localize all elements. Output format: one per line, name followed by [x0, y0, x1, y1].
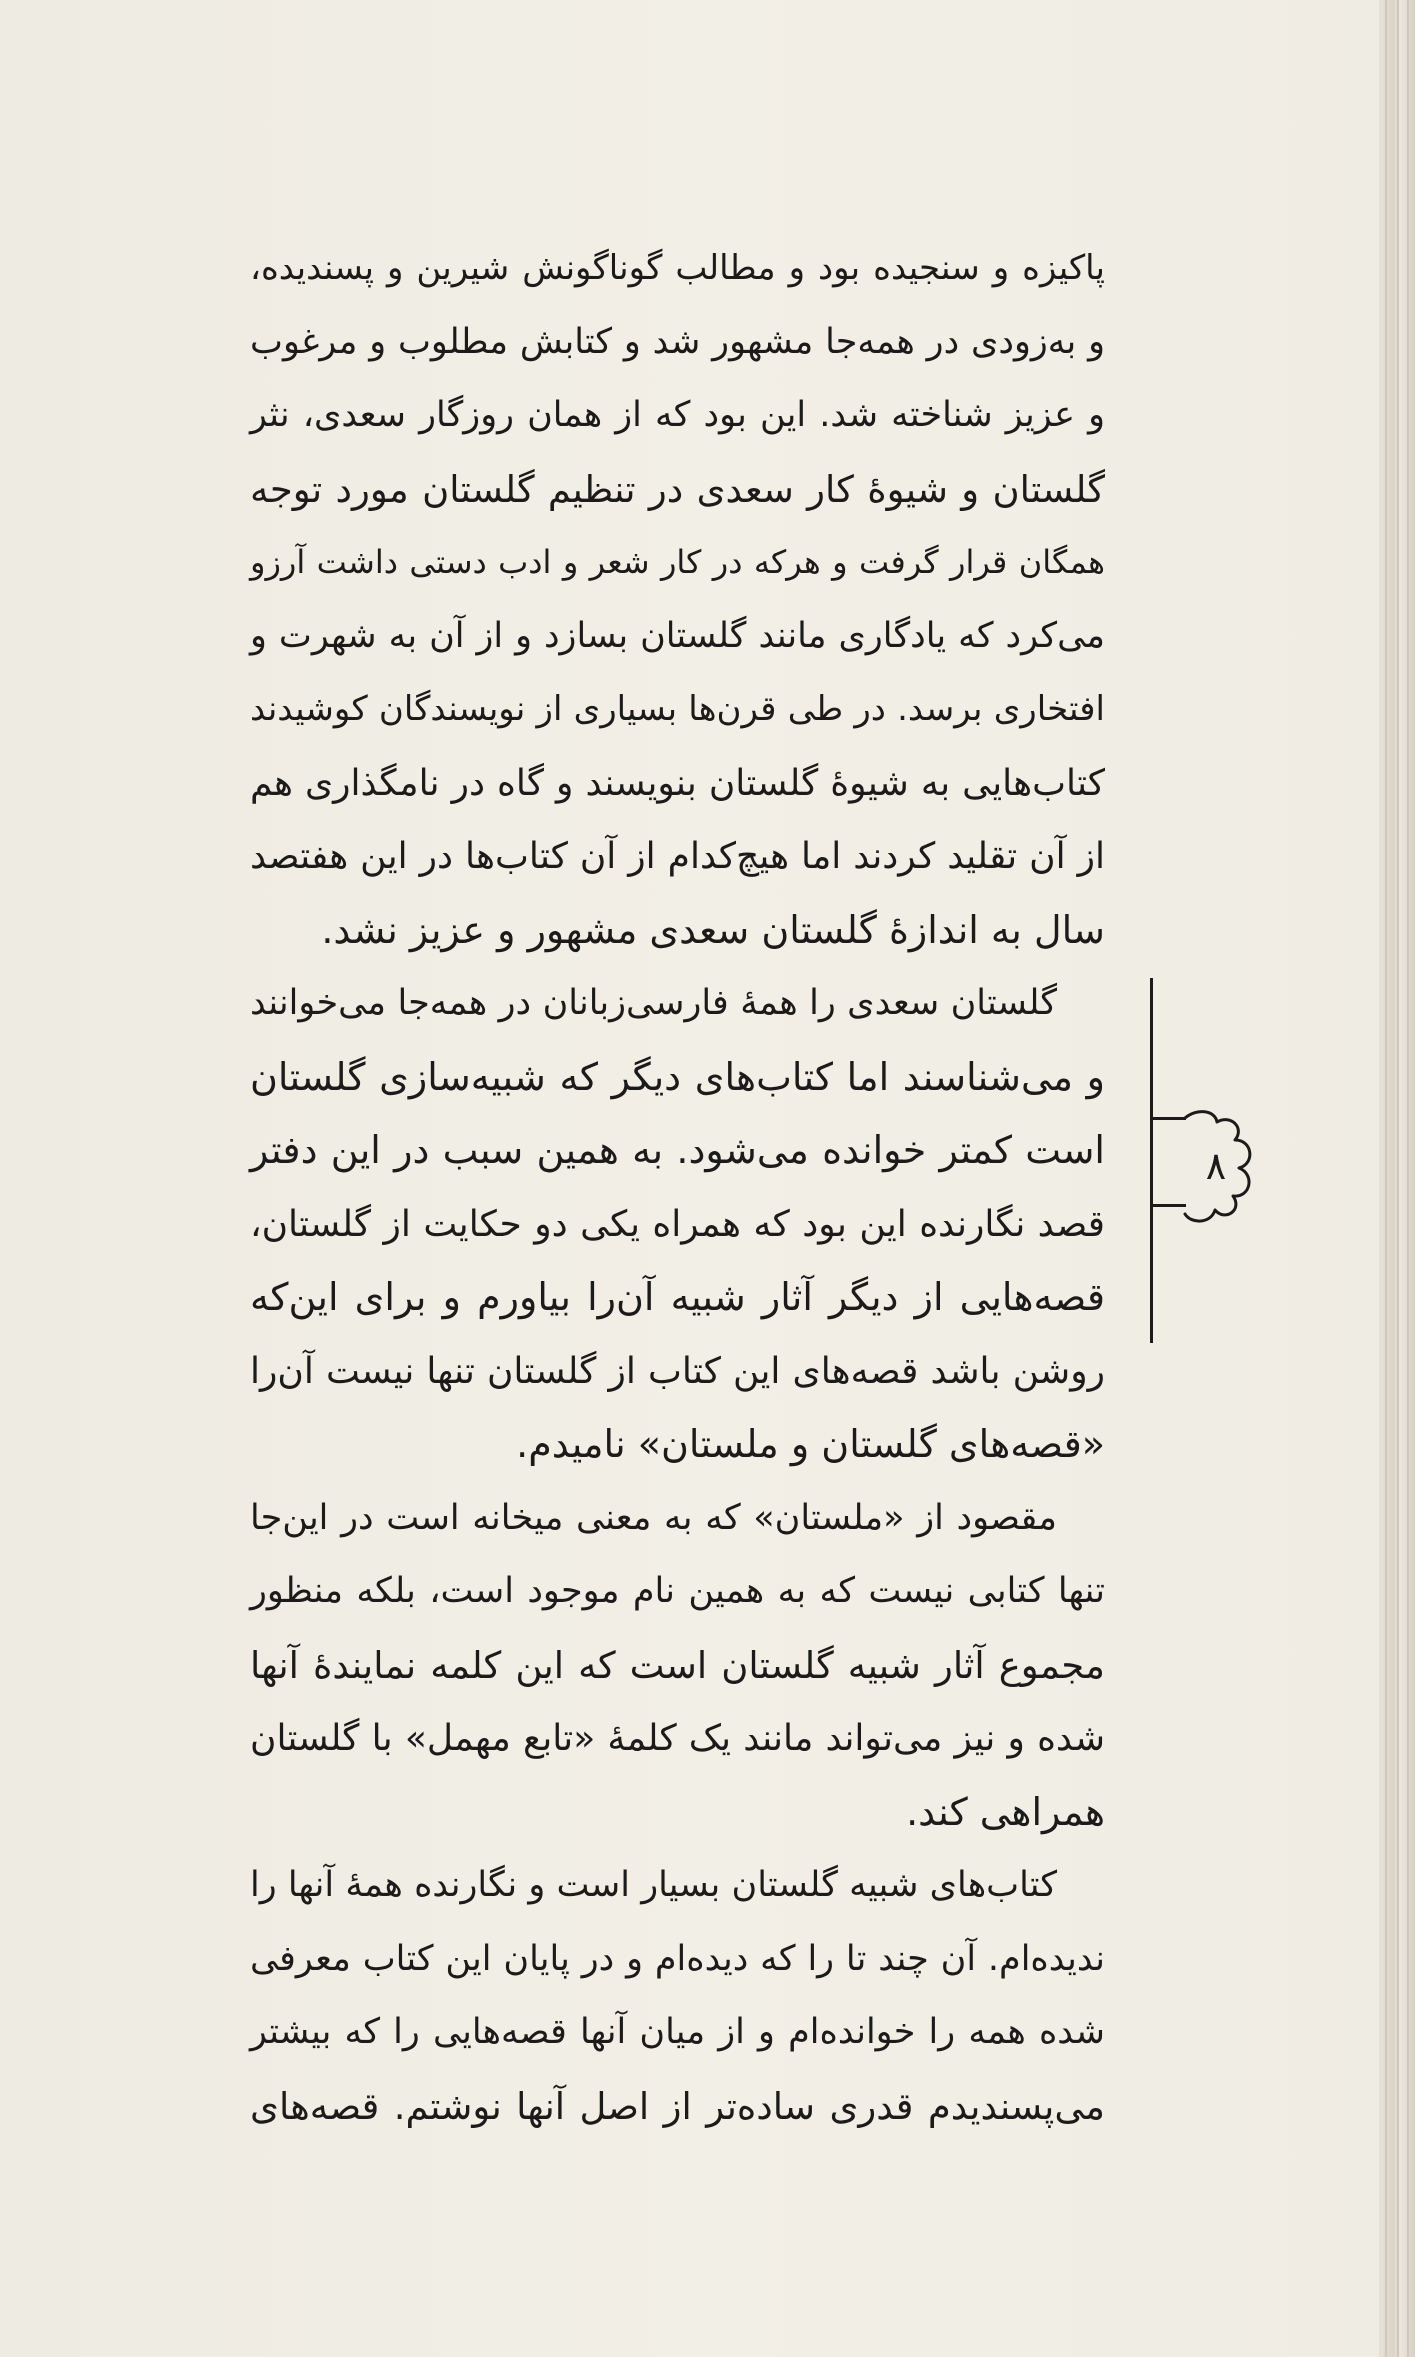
text-line: می‌کرد که یادگاری مانند گلستان بسازد و از آن به شهرت و	[250, 615, 1105, 656]
margin-marker-line	[1150, 978, 1153, 1343]
margin-marker-tick	[1150, 1117, 1186, 1120]
paragraph-end-line: سال به اندازهٔ گلستان سعدی مشهور و عزیز نشد.	[321, 907, 1105, 952]
text-line: از آن تقلید کردند اما هیچ‌کدام از آن کتاب‌ها در این هفتصد	[250, 836, 1105, 877]
paragraph-end-line: «قصه‌های گلستان و ملستان» نامیدم.	[516, 1422, 1105, 1466]
text-line: شده همه را خوانده‌ام و از میان آنها قصه‌هایی را که بیشتر	[250, 2012, 1105, 2052]
page-edge-line	[1385, 0, 1387, 2357]
text-line: همگان قرار گرفت و هرکه در کار شعر و ادب دستی داشت آرزو	[250, 543, 1105, 581]
paragraph-start-line: گلستان سعدی را همهٔ فارسی‌زبانان در همه‌جا می‌خوانند	[250, 983, 1057, 1023]
text-line: و می‌شناسند اما کتاب‌های دیگر که شبیه‌سازی گلستان	[250, 1054, 1105, 1099]
page-number: ۸	[1205, 1144, 1227, 1188]
text-line: قصد نگارنده این بود که همراه یکی دو حکایت از گلستان،	[250, 1203, 1105, 1245]
text-line: گلستان و شیوهٔ کار سعدی در تنظیم گلستان مورد توجه	[250, 467, 1105, 511]
text-line: قصه‌هایی از دیگر آثار شبیه آن‌را بیاورم و برای این‌که	[250, 1275, 1105, 1319]
text-line: و به‌زودی در همه‌جا مشهور شد و کتابش مطلوب و مرغوب	[250, 321, 1105, 362]
paragraph-start-line: کتاب‌های شبیه گلستان بسیار است و نگارنده همهٔ آنها را	[250, 1865, 1057, 1905]
text-line: و عزیز شناخته شد. این بود که از همان روزگار سعدی، نثر	[250, 395, 1105, 435]
text-line: پاکیزه و سنجیده بود و مطالب گوناگونش شیرین و پسندیده،	[250, 248, 1105, 288]
text-line: است کمتر خوانده می‌شود. به همین سبب در این دفتر	[250, 1128, 1105, 1172]
text-line: مجموع آثار شبیه گلستان است که این کلمه نمایندهٔ آنها	[250, 1643, 1105, 1687]
text-line: روشن باشد قصه‌های این کتاب از گلستان تنها نیست آن‌را	[250, 1350, 1105, 1392]
paragraph-start-line: مقصود از «ملستان» که به معنی میخانه است در این‌جا	[250, 1497, 1057, 1538]
text-line: ندیده‌ام. آن چند تا را که دیده‌ام و در پایان این کتاب معرفی	[250, 1938, 1105, 1979]
margin-marker-tick	[1150, 1204, 1186, 1207]
text-line: شده و نیز می‌تواند مانند یک کلمهٔ «تابع مهمل» با گلستان	[250, 1718, 1105, 1759]
page-edge-line	[1407, 0, 1409, 2357]
text-line: افتخاری برسد. در طی قرن‌ها بسیاری از نویسندگان کوشیدند	[250, 689, 1105, 729]
page-edge	[1379, 0, 1415, 2357]
page-edge-line	[1397, 0, 1399, 2357]
paragraph-end-line: همراهی کند.	[906, 1789, 1105, 1834]
text-line: کتاب‌هایی به شیوهٔ گلستان بنویسند و گاه در نامگذاری هم	[250, 762, 1105, 804]
body-text	[250, 232, 1105, 2143]
text-line: می‌پسندیدم قدری ساده‌تر از اصل آنها نوشتم. قصه‌های	[250, 2084, 1105, 2128]
text-line: تنها کتابی نیست که به همین نام موجود است، بلکه منظور	[250, 1571, 1105, 1611]
